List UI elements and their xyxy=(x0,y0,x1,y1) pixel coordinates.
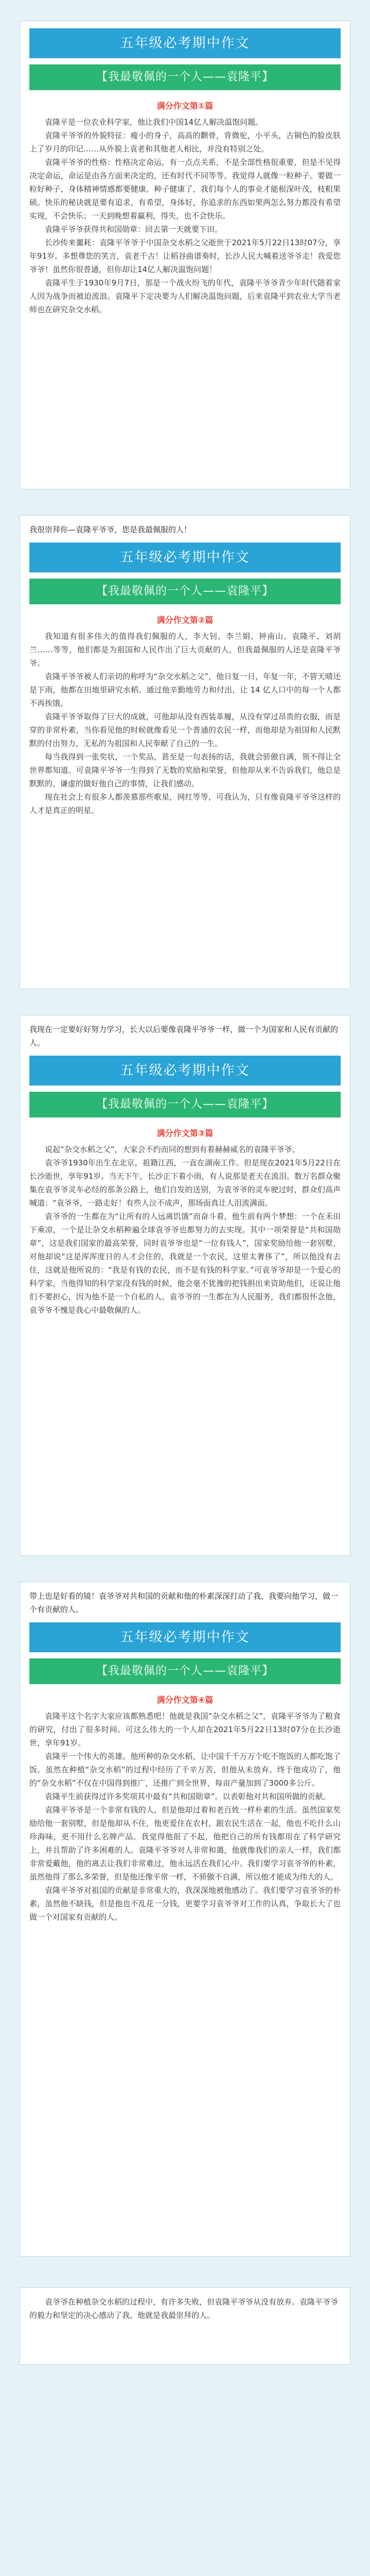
section-label: 满分作文第①篇 xyxy=(156,101,214,111)
paragraph: 袁隆平爷爷是一个非常有钱的人，但是他却过着和老百姓一样朴素的生活。虽然国家奖励给他一套别墅，但是他却从不住，他更爱住在农村，跟农民生活在一起，他也不吃什么山珍海味，更不用什么名牌产品。我觉得他很了不起，他把自己的所有钱都用在了科学研究上，并且帮助了许多困难的人。袁隆平爷爷对人非常和蔼，他就像我们的亲人一样，我们都非常爱戴他，他的离去让我们非常难过，他永远活在我们心中。我们要学习袁爷爷的朴素，虽然他得了那么多荣誉，但是他还像平常一样，不骄傲不自满，所以他才能成为伟大的人。 xyxy=(29,1805,341,1882)
article-subtitle: 【我最敬佩的一个人——袁隆平】 xyxy=(29,579,341,604)
paragraph: 袁隆平爷爷取得了巨大的成就，可他却从没有西装革履，从没有穿过昂贵的衣服，而是穿的非常朴素，当你看见他的时候就像看见一个普通的农民一样，而他却是为祖国和人民默默的付出努力，无私的为祖国和人民奉献了自己的一生。 xyxy=(29,712,341,748)
paragraph: 说起“杂交水稻之父”，大家会不约而同的想到有着赫赫威名的袁隆平爷爷。 xyxy=(45,1145,300,1154)
paragraph: 袁爷爷的一生都在为“让所有的人远离饥饿”而奋斗着，他生前有两个梦想：一个在禾田下乘凉，一个是让杂交水稻种遍全球袁爷爷也都努力的去实现。其中一项荣誉是“共和国勋章”，这是我们国家的最高荣誉，同时袁爷爷也是“一位有钱人”，国家奖励给他一套别墅，对他却说“这是浑浑度日的人才会住的，我就是一个农民，这里太奢侈了”，所以他没有去住，这就是他所说的：“我是有钱的农民，而不是有钱的科学家。”可袁爷爷却是一个爱心的科学家，当他得知的科学家没有钱的时候，他会毫不犹豫的把钱捐出来资助他们，还说让他们不要担心，因为他不是一个自私的人。袁爷爷的一生都在为人民服务，我们都很怀念他，袁爷爷不愧是我心中最敬佩的人。 xyxy=(29,1212,341,1315)
article-card-4 xyxy=(20,1582,350,2257)
paragraph: 袁隆平爷爷对祖国的贡献是非常重大的，我深深地被他感动了。我们要学习袁爷爷的朴素，虽然他不缺钱，但是他也不乱花一分钱，更要学习袁爷爷对工作的认真，争取长大了也做一个对国家有贡献的人。 xyxy=(29,1886,341,1922)
paragraph: 袁爷爷在种植杂交水稻的过程中，有许多失败，但袁隆平爷爷从没有放弃。袁隆平爷爷的毅力和坚定的决心感动了我。他就是我最崇拜的人。 xyxy=(29,2297,339,2320)
article-title: 五年级必考期中作文 xyxy=(29,1056,341,1086)
intro-text: 我很崇拜你—袁隆平爷爷，您是我最佩服的人！ xyxy=(29,525,192,534)
paragraph: 袁隆平一个伟大的英雄。他所种的杂交水稻，让中国千千万万个吃不饱饭的人都吃饱了饭。虽然在种植“杂交水稻”的过程中经历了千辛万苦，但他从未放弃。终于他成功了，他的“杂交水稻”不仅在中国得到推广，还推广到全世界，每亩产量加到了3000多公斤。 xyxy=(29,1752,341,1788)
article-subtitle: 【我最敬佩的一个人——袁隆平】 xyxy=(29,64,341,90)
paragraph: 袁隆平生于1930年9月7日，那是一个战火纷飞的年代，袁隆平爷爷青少年时代随着家人因为战争而被迫流浪。袁隆平下定决要为人们解决温饱问题，后来袁隆平到农业大学当老师也在研究杂交水稻。 xyxy=(29,278,341,314)
article-card-1 xyxy=(20,21,350,489)
section-label: 满分作文第④篇 xyxy=(156,1695,214,1705)
article-subtitle: 【我最敬佩的一个人——袁隆平】 xyxy=(29,1658,341,1684)
article-title: 五年级必考期中作文 xyxy=(29,1622,341,1652)
paragraph: 袁隆平生前获得过许多奖项其中最有“共和国勋章”。以表彰他对共和国所做的贡献。 xyxy=(45,1792,331,1801)
intro-text: 我现在一定要好好努力学习，长大以后要像袁隆平爷爷一样，做一个为国家和人民有贡献的人。 xyxy=(29,1025,339,1047)
paragraph: 现在社会上有很多人都羡慕那些歌星，网红等等，可我认为，只有像袁隆平爷爷这样的人才是真正的明星。 xyxy=(29,792,341,815)
article-subtitle: 【我最敬佩的一个人——袁隆平】 xyxy=(29,1092,341,1117)
paragraph: 袁隆平是一位农业科学家，他让我们中国14亿人解决温饱问题。 xyxy=(45,117,263,127)
article-title: 五年级必考期中作文 xyxy=(29,28,341,58)
paragraph: 每当我得到一张奖状，一个奖品，甚至是一句表扬的话，我就会骄傲自满，领不得让全世界都知道。可袁隆平爷爷一生得到了无数的奖励和荣誉，但他却从来不告诉我们，他总是默默的、谦虚的做好他自己的事情，让我们感动。 xyxy=(29,752,341,788)
paragraph: 袁隆平爷爷的外貌特征：瘦小的身子，高高的颧骨，背微驼，小平头，古铜色的脸皮肤上了岁月的印记……从外貌上袁老和其他老人相比，并没有特别之处。 xyxy=(29,131,341,154)
paragraph: 我知道有很多伟大的值得我们佩服的人，李大钊、李兰娟、钟南山、袁隆平、刘胡兰……等等，他们都是为祖国和人民作出了巨大贡献的人，但我最佩服的人还是袁隆平爷爷。 xyxy=(29,632,341,668)
paragraph: 袁隆平这个名字大家应该都熟悉吧！他就是我国“杂交水稻之父”，袁隆平爷爷为了粮食的研究，付出了很多时间。可这么伟大的一个人却在2021年5月22日13时07分在长沙逝世，享年91岁。 xyxy=(29,1711,341,1748)
article-title: 五年级必考期中作文 xyxy=(29,543,341,572)
article-card-3 xyxy=(20,1015,350,1556)
section-label: 满分作文第③篇 xyxy=(156,1128,214,1138)
paragraph: 袁隆平爷爷获得共和国勋章：回去第一天就要下田。 xyxy=(45,225,223,234)
intro-text: 带上也是好看的镜！袁爷爷对共和国的贡献和他的朴素深深打动了我，我要向他学习，做一个有贡献的人。 xyxy=(29,1591,339,1614)
article-card-5 xyxy=(20,2287,350,2365)
paragraph: 长沙传来噩耗：袁隆平爷爷于中国杂交水稻之父逝世于2021年5月22日13时07分，享年91岁。多想尊您的笑言，袁老千古！让稻谷曲谱奏时，长沙人民大喊着送爷爷走！我爱您爷爷！虽然你很普通，但你却让14亿人解决温饱问题！ xyxy=(29,238,341,274)
paragraph: 袁隆平爷爷的性格：性格决定命运，有一点点关系，不是全部性格很重要，但是不见得决定命运，命运是由各方面来决定的，还有时代不同等等。我觉得人就像一粒种子。要做一粒好种子，身体精神情感都要健康。种子健康了，我们每个人的事业才能根深叶茂，枝粗果硕。快乐的秘诀就是要有追求，有希望，身体好，你追求的东西如果两怎么努力都没有希望实现，不会快乐；一天到晚想着赢利，得失，也不会快乐。 xyxy=(29,158,341,221)
section-label: 满分作文第②篇 xyxy=(156,615,214,625)
paragraph: 袁爷爷1930年出生在北京，祖籍江西，一直在湖南工作。但是现在2021年5月22日在长沙逝世，享年91岁。当天下午，长沙正下着小雨，有人说那是老天在流泪。数万名群众聚集在袁爷爷灵车必经的那条公路上，他们自发的送别，为袁爷爷的灵车驶过时，群众们高声喊道：“袁爷爷，一路走好！有些人泣不成声，那场面真让人泪流满面。 xyxy=(29,1158,341,1208)
article-card-2 xyxy=(20,515,350,989)
paragraph: 袁隆平爷爷被人们亲切的称呼为“杂交水稻之父”，他日复一日，年复一年，不管天晴还是下雨，他都在田地里研究水稻。通过他辛勤地劳力和付出，让 14 亿人口中的每一个人都不再挨饿。 xyxy=(29,672,341,708)
